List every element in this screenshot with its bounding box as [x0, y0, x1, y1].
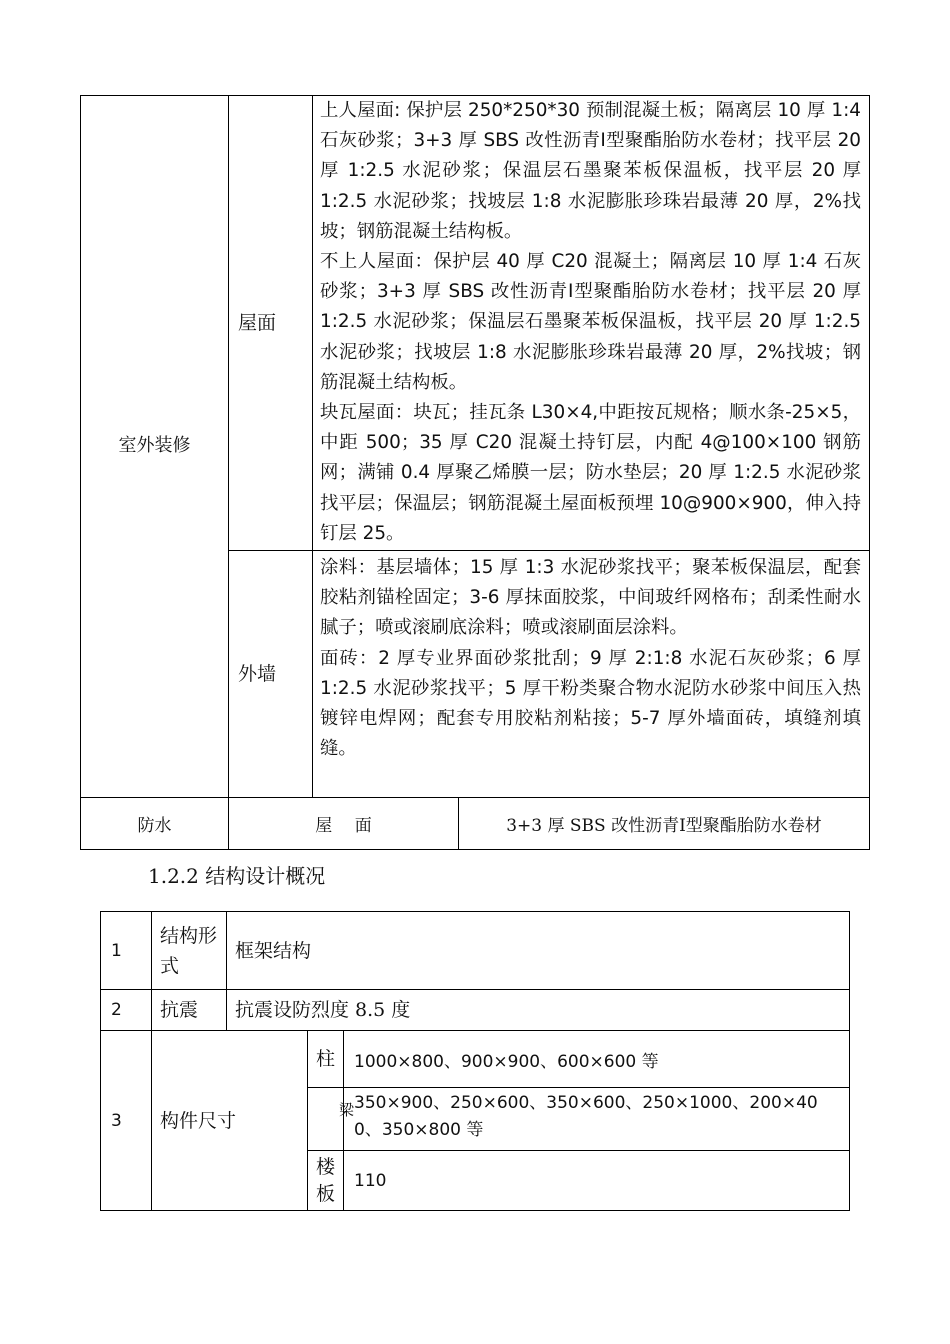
table-row-1-label: 结构形式 — [160, 924, 218, 977]
table-row-2-value: 抗震设防烈度 8.5 度 — [235, 999, 411, 1021]
roof-spec-cell — [320, 96, 861, 550]
roof-spec-accessible: 上人屋面: 保护层 250*250*30 预制混凝土板；隔离层 10 厚 1:4 石灰砂浆；3+3 厚 SBS 改性沥青Ⅰ型聚酯胎防水卷材；找平层 20 厚 1:2.5 水泥砂浆；保温层石墨聚苯板保温板，找平层 20 厚 1:2.5 水泥砂浆；找坡层 1:8 水泥膨胀珍珠岩最薄 20 厚，2%找坡；钢筋混凝土结构板。 — [320, 100, 861, 242]
wall-spec-paint: 涂料：基层墙体；15 厚 1:3 水泥砂浆找平；聚苯板保温层，配套胶粘剂锚栓固定；3-6 厚抹面胶浆，中间玻纤网格布；刮柔性耐水腻子；喷或滚刷底涂料；喷或滚刷面层涂料。 — [320, 557, 861, 639]
member-slab-value: 110 — [354, 1170, 387, 1191]
member-slab-name: 楼板 — [315, 1155, 335, 1205]
table-row-3-no: 3 — [111, 1110, 122, 1131]
wall-label-cell — [229, 551, 312, 797]
roof-spec-non-accessible: 不上人屋面：保护层 40 厚 C20 混凝土；隔离层 10 厚 1:4 石灰砂浆；3+3 厚 SBS 改性沥青Ⅰ型聚酯胎防水卷材；找平层 20 厚 1:2.5 水泥砂浆；保温层石墨聚苯板保温板，找平层 20 厚 1:2.5 水泥砂浆；找坡层 1:8 水泥膨胀珍珠岩最薄 20 厚，2%找坡；钢筋混凝土结构板。 — [320, 251, 861, 393]
waterproof-label: 防水 — [137, 816, 172, 836]
waterproof-value: 3+3 厚 SBS 改性沥青Ⅰ型聚酯胎防水卷材 — [506, 816, 822, 836]
wall-spec-cell — [320, 553, 861, 797]
member-column-name: 柱 — [315, 1048, 335, 1070]
section-heading: 1.2.2 结构设计概况 — [148, 864, 326, 888]
waterproof-value-cell — [459, 798, 869, 849]
category-label: 室外装修 — [118, 435, 191, 457]
table-row-3-label: 构件尺寸 — [160, 1109, 237, 1132]
roof-label-cell — [229, 96, 312, 550]
roof-label: 屋面 — [238, 311, 277, 334]
table-row-1-no: 1 — [111, 940, 122, 961]
member-column-value: 1000×800、900×900、600×600 等 — [354, 1051, 659, 1072]
waterproof-label-cell — [81, 798, 228, 849]
table-row-2-label: 抗震 — [160, 999, 199, 1021]
waterproof-part-cell — [229, 798, 458, 849]
roof-spec-tile: 块瓦屋面：块瓦；挂瓦条 L30×4,中距按瓦规格；顺水条-25×5，中距 500；35 厚 C20 混凝土持钉层，内配 4@100×100 钢筋网；满铺 0.4 厚聚乙烯膜一层；防水垫层；20 厚 1:2.5 水泥砂浆找平层；保温层；钢筋混凝土屋面板预埋 10@900×900，伸入持钉层 25。 — [320, 402, 861, 544]
table-row-1-value: 框架结构 — [235, 939, 312, 962]
category-cell — [81, 96, 228, 797]
member-beam-name: 梁 — [339, 1101, 355, 1119]
wall-label: 外墙 — [238, 662, 277, 685]
waterproof-part: 屋 面 — [315, 816, 372, 836]
member-beam-value: 350×900、250×600、350×600、250×1000、200×400、350×800 等 — [354, 1093, 818, 1140]
table-row-2-no: 2 — [111, 1000, 122, 1020]
wall-spec-tile: 面砖：2 厚专业界面砂浆批刮；9 厚 2:1:8 水泥石灰砂浆；6 厚 1:2.5 水泥砂浆找平；5 厚干粉类聚合物水泥防水砂浆中间压入热镀锌电焊网；配套专用胶粘剂粘接；5-7 厚外墙面砖，填缝剂填缝。 — [320, 647, 861, 760]
